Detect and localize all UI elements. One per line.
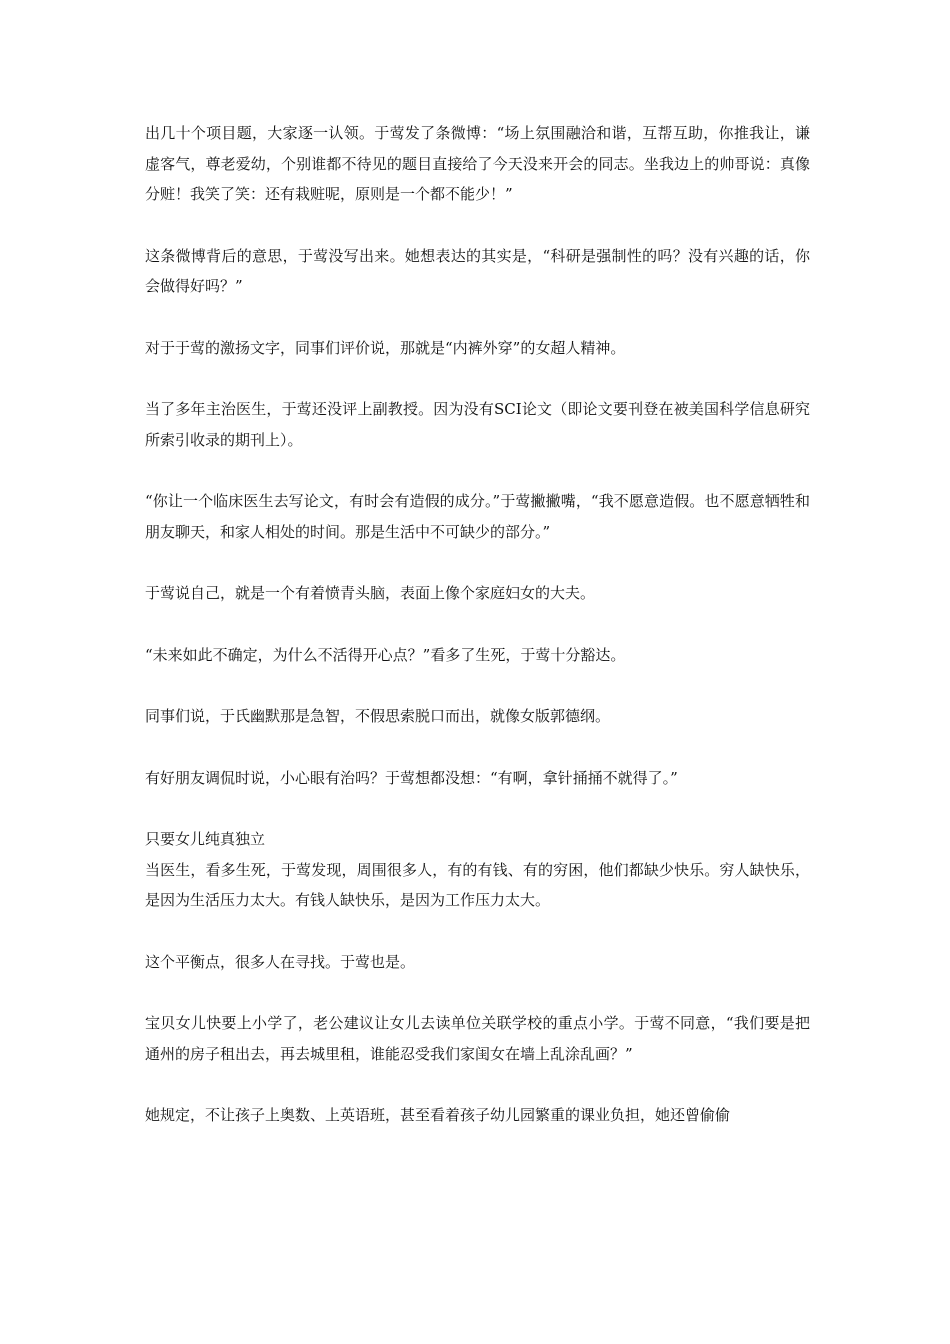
paragraph-gap (145, 547, 810, 578)
paragraph-gap (145, 1069, 810, 1100)
paragraph-2: 这条微博背后的意思，于莺没写出来。她想表达的其实是，“科研是强制性的吗？没有兴趣的话，你会做得好吗？” (145, 246, 810, 295)
paragraph-3: 对于于莺的激扬文字，同事们评价说，那就是“内裤外穿”的女超人精神。 (145, 338, 626, 357)
paragraph-8: 同事们说，于氏幽默那是急智，不假思索脱口而出，就像女版郭德纲。 (145, 707, 611, 725)
paragraph-gap (145, 210, 810, 241)
paragraph-5: “你让一个临床医生去写论文，有时会有造假的成分。”于莺撇撇嘴，“我不愿意造假。也不愿意牺牲和朋友聊天，和家人相处的时间。那是生活中不可缺少的部分。” (145, 492, 810, 541)
paragraph-gap (145, 670, 810, 701)
paragraph-gap (145, 977, 810, 1008)
article-body (145, 118, 810, 1131)
paragraph-gap (145, 302, 810, 333)
paragraph-gap (145, 732, 810, 763)
section-paragraph-3: 宝贝女儿快要上小学了，老公建议让女儿去读单位关联学校的重点小学。于莺不同意，“我们要是把通州的房子租出去，再去城里租，谁能忍受我们家闺女在墙上乱涂乱画？” (145, 1014, 810, 1063)
paragraph-gap (145, 363, 810, 394)
paragraph-gap (145, 455, 810, 486)
paragraph-1: 出几十个项目题，大家逐一认领。于莺发了条微博：“场上氛围融洽和谐，互帮互助，你推我让，谦虚客气，尊老爱幼，个别谁都不待见的题目直接给了今天没来开会的同志。坐我边上的帅哥说：真像分赃！我笑了笑：还有栽赃呢，原则是一个都不能少！” (145, 124, 810, 203)
paragraph-6: 于莺说自己，就是一个有着愤青头脑，表面上像个家庭妇女的大夫。 (145, 584, 596, 602)
paragraph-gap (145, 609, 810, 640)
section-paragraph-4: 她规定，不让孩子上奥数、上英语班，甚至看着孩子幼儿园繁重的课业负担，她还曾偷偷 (145, 1106, 731, 1124)
paragraph-gap (145, 916, 810, 947)
section-paragraph-1: 当医生，看多生死，于莺发现，周围很多人，有的有钱、有的穷困，他们都缺少快乐。穷人缺快乐，是因为生活压力太大。有钱人缺快乐，是因为工作压力太大。 (145, 860, 810, 909)
paragraph-9: 有好朋友调侃时说，小心眼有治吗？于莺想都没想：“有啊，拿针捅捅不就得了。” (145, 768, 678, 787)
section-paragraph-2: 这个平衡点，很多人在寻找。于莺也是。 (145, 952, 416, 971)
paragraph-4: 当了多年主治医生，于莺还没评上副教授。因为没有SCI论文（即论文要刊登在被美国科学信息研究所索引收录的期刊上）。 (145, 400, 810, 449)
section-heading: 只要女儿纯真独立 (145, 830, 266, 848)
paragraph-gap (145, 793, 810, 824)
paragraph-7: “未来如此不确定，为什么不活得开心点？”看多了生死，于莺十分豁达。 (145, 645, 626, 664)
